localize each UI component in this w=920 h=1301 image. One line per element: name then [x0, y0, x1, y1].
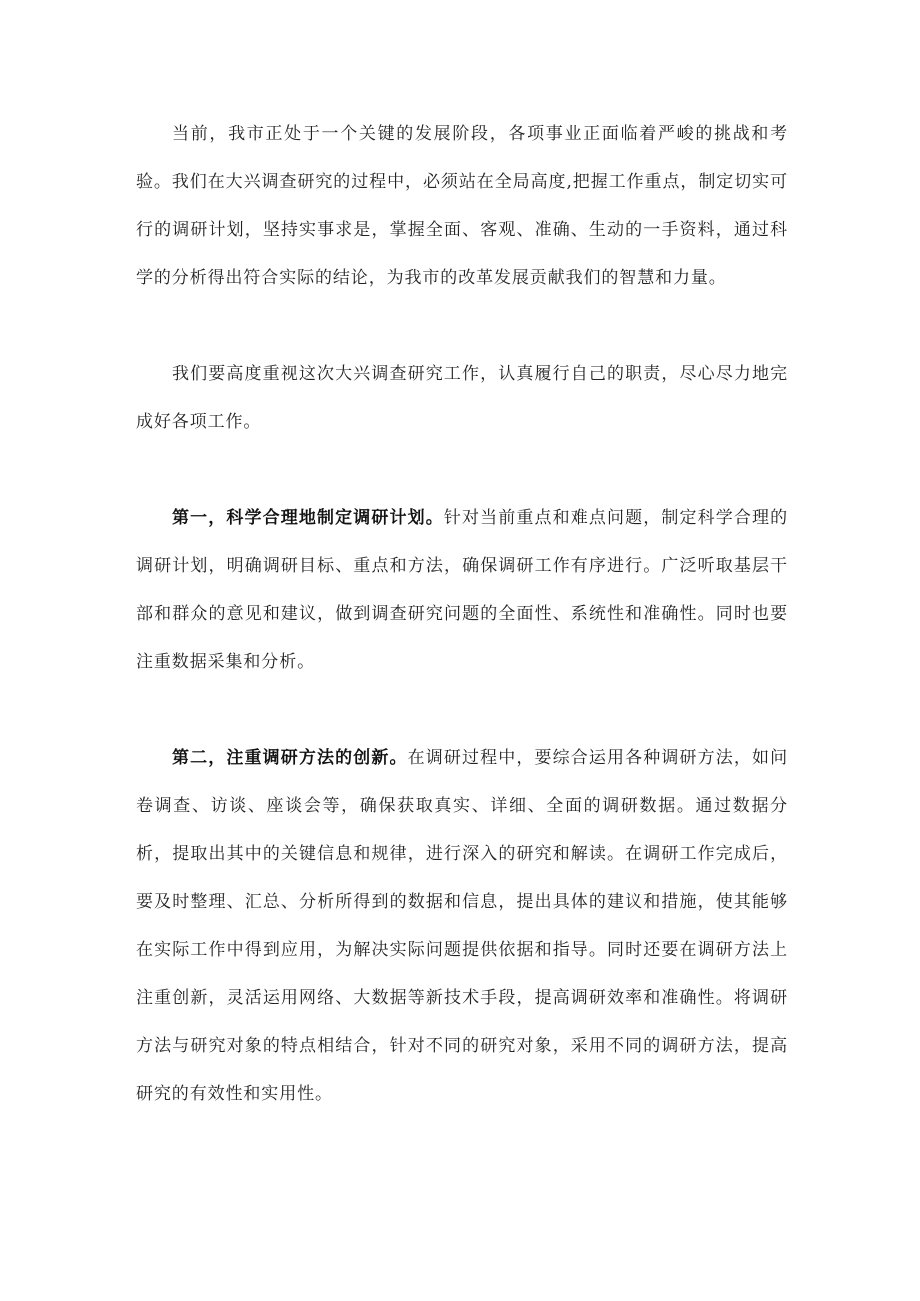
- paragraph-lead-heading: 第一，科学合理地制定调研计划。: [172, 508, 444, 528]
- paragraph-point-one: [136, 494, 788, 686]
- paragraph-point-two: [136, 734, 788, 1118]
- paragraph-text: 我们要高度重视这次大兴调查研究工作，认真履行自己的职责，尽心尽力地完成好各项工作。: [136, 364, 788, 432]
- paragraph-intro: [136, 110, 788, 302]
- paragraph-text: 针对当前重点和难点问题，制定科学合理的调研计划，明确调研目标、重点和方法，确保调研工作有序进行。广泛听取基层干部和群众的意见和建议，做到调查研究问题的全面性、系统性和准确性。同时也要注重数据采集和分析。: [136, 508, 788, 672]
- paragraph-text: 在调研过程中，要综合运用各种调研方法，如问卷调查、访谈、座谈会等，确保获取真实、详细、全面的调研数据。通过数据分析，提取出其中的关键信息和规律，进行深入的研究和解读。在调研工作完成后，要及时整理、汇总、分析所得到的数据和信息，提出具体的建议和措施，使其能够在实际工作中得到应用，为解决实际问题提供依据和指导。同时还要在调研方法上注重创新，灵活运用网络、大数据等新技术手段，提高调研效率和准确性。将调研方法与研究对象的特点相结合，针对不同的研究对象，采用不同的调研方法，提高研究的有效性和实用性。: [136, 748, 789, 1104]
- paragraph-text: 当前，我市正处于一个关键的发展阶段，各项事业正面临着严峻的挑战和考验。我们在大兴调查研究的过程中，必须站在全局高度,把握工作重点，制定切实可行的调研计划，坚持实事求是，掌握全面、客观、准确、生动的一手资料，通过科学的分析得出符合实际的结论，为我市的改革发展贡献我们的智慧和力量。: [136, 124, 788, 288]
- paragraph-lead-heading: 第二，注重调研方法的创新。: [172, 748, 408, 768]
- paragraph-emphasis: [136, 350, 788, 446]
